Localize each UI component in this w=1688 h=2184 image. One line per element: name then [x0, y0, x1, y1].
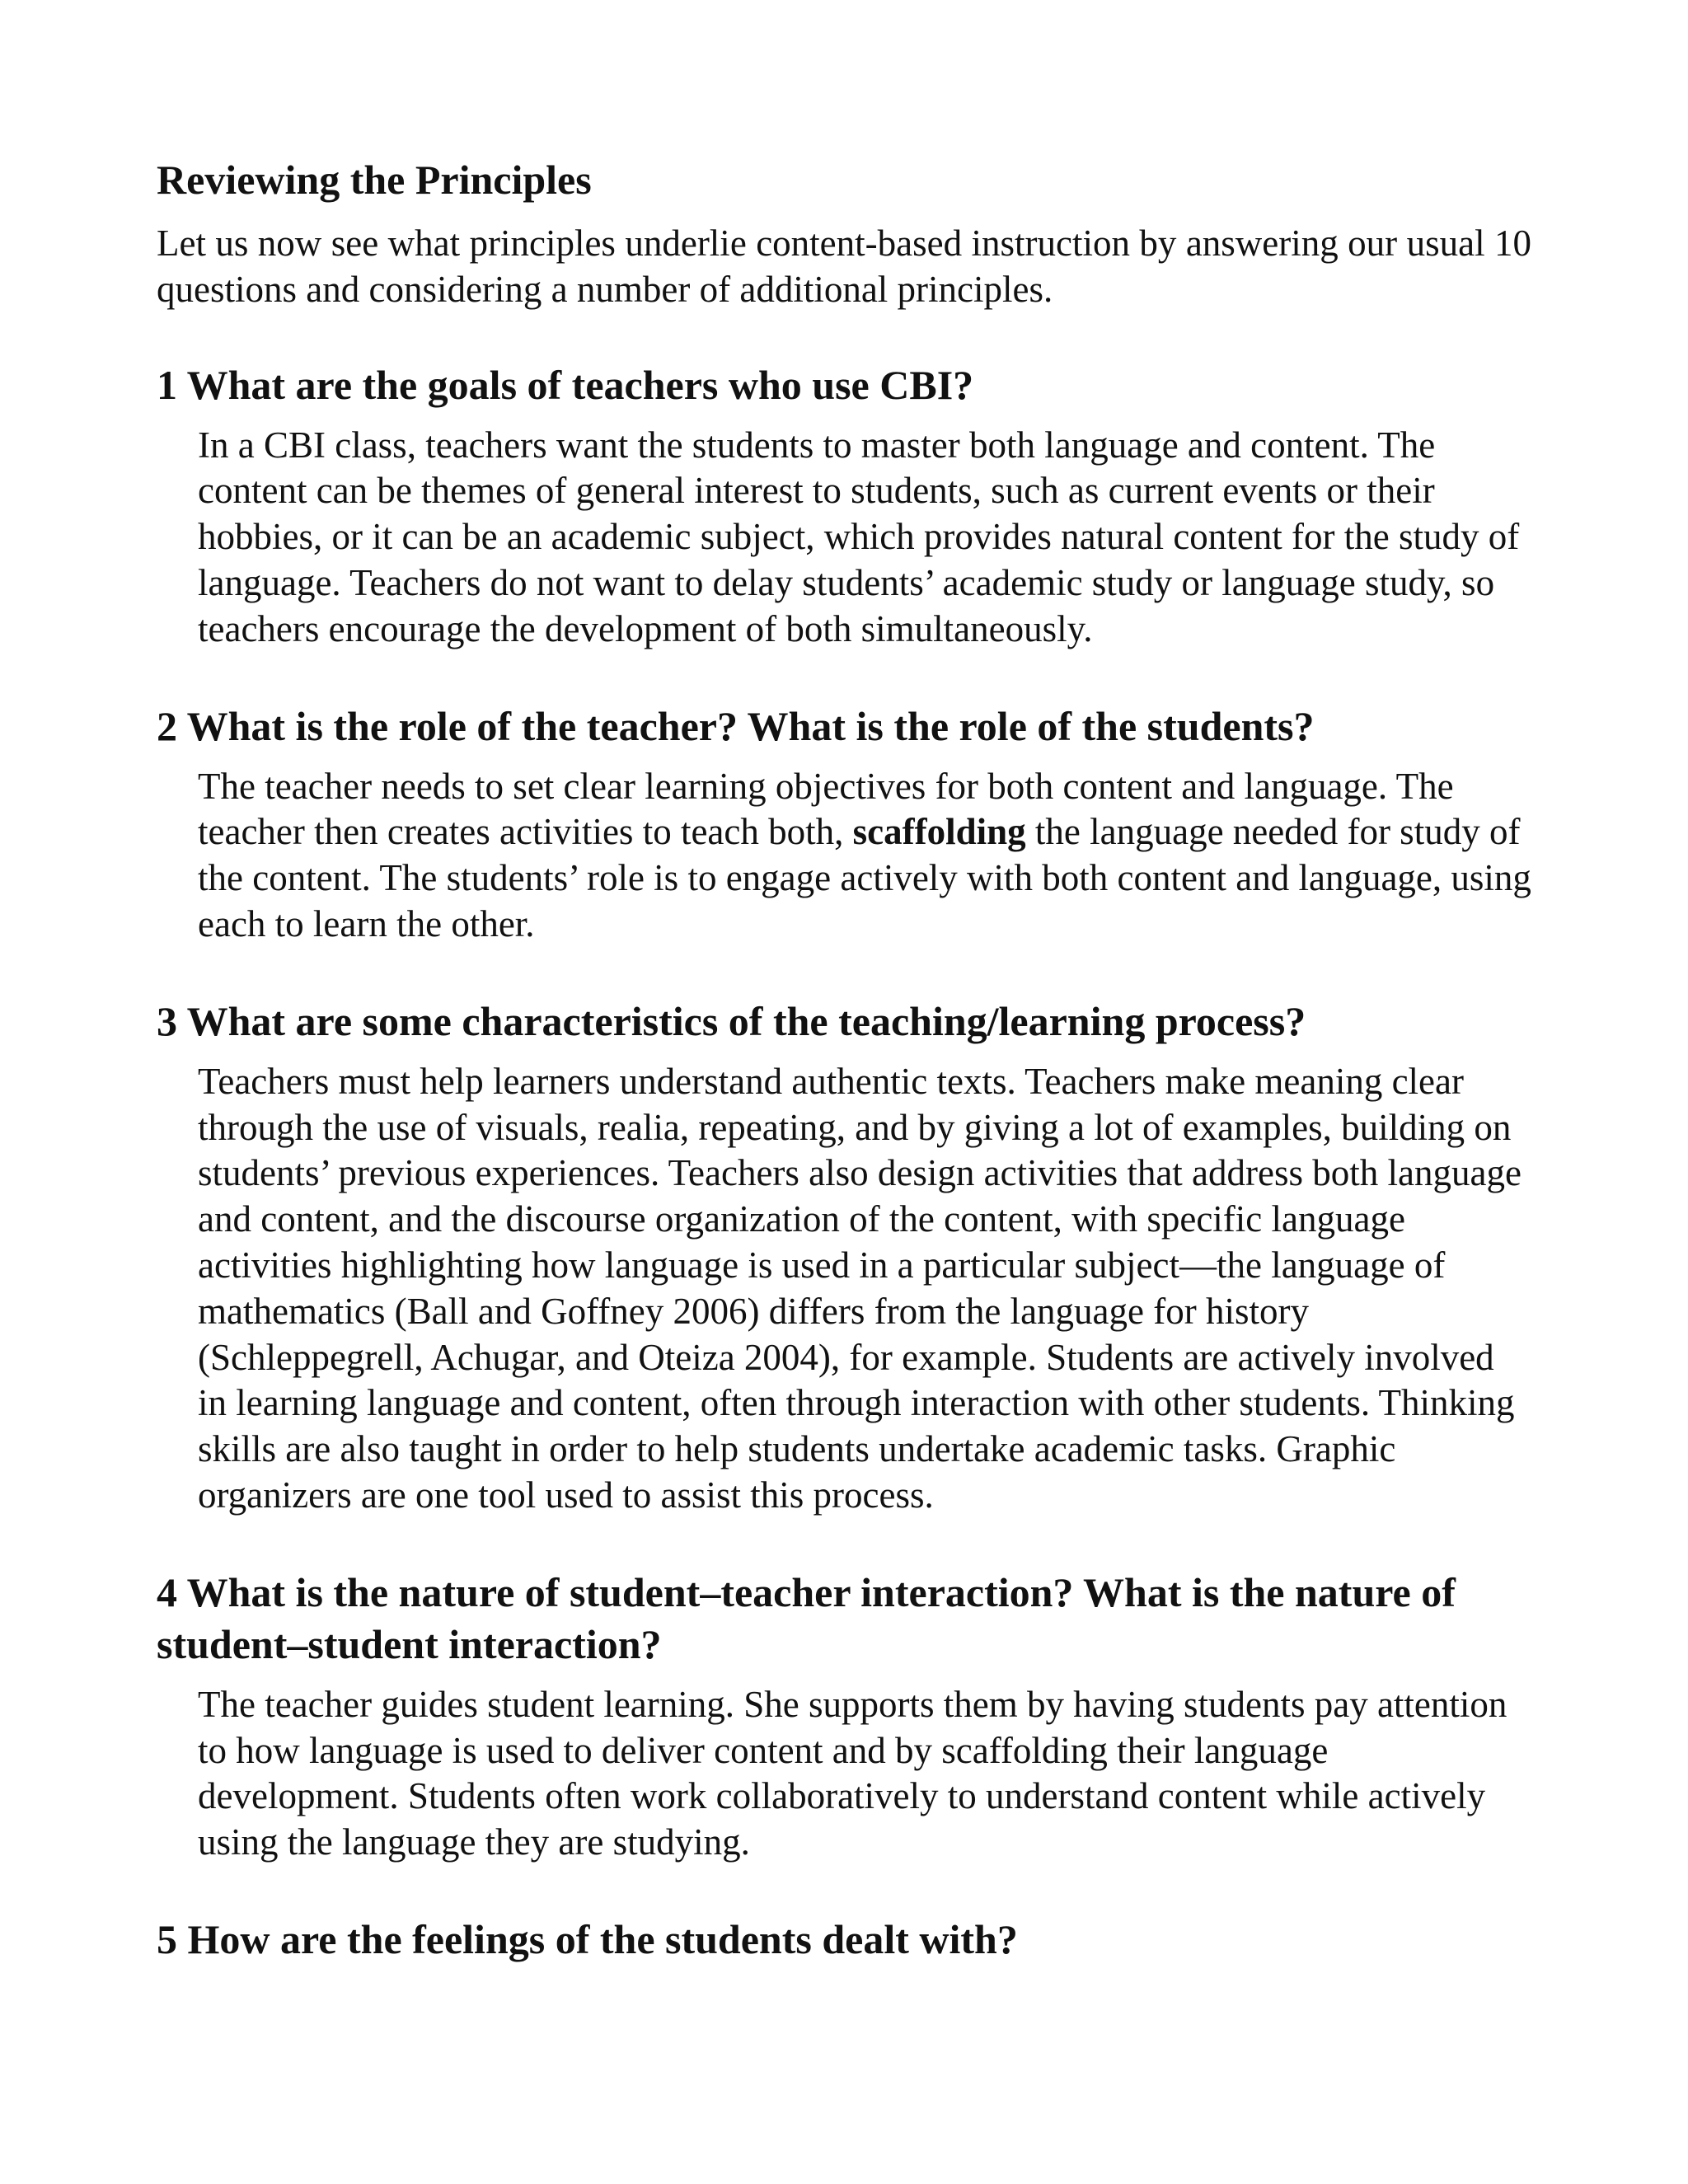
answer-paragraph: In a CBI class, teachers want the students to master both language and content. The content can be themes of general interest to students, such as current events or their hobbies, or it can be an academic subject, which provides natural content for the study of language. Teachers do not want to delay students’ academic study or language study, so teachers encourage the development of both simultaneously.	[198, 424, 1520, 649]
answer-text: The teacher needs to set clear learning objectives for both content and language. The teacher then creates activities to teach both,	[198, 765, 1454, 853]
question-heading: 5 How are the feelings of the students dealt with?	[157, 1915, 1018, 1962]
page-title: Reviewing the Principles	[157, 157, 592, 203]
section-4	[157, 1567, 1531, 1866]
key-term: scaffolding	[852, 811, 1026, 853]
question-heading: 4 What is the nature of student–teacher interaction? What is the nature of student–student interaction?	[157, 1568, 1456, 1667]
answer-paragraph: Teachers must help learners understand authentic texts. Teachers make meaning clear through the use of visuals, realia, repeating, and by giving a lot of examples, building on students’ previous experiences. Teachers also design activities that address both language and content, and the discourse organization of the content, with specific language activities highlighting how language is used in a particular subject—the language of mathematics (Ball and Goffney 2006) differs from the language for history (Schleppegrell, Achugar, and Oteiza 2004), for example. Students are actively involved in learning language and content, often through interaction with other students. Thinking skills are also taught in order to help students undertake academic tasks. Graphic organizers are one tool used to assist this process.	[198, 1060, 1522, 1516]
question-heading: 1 What are the goals of teachers who use CBI?	[157, 361, 974, 408]
section-3	[157, 996, 1531, 1519]
question-heading: 3 What are some characteristics of the teaching/learning process?	[157, 997, 1306, 1044]
answer-paragraph: The teacher guides student learning. She supports them by having students pay attention to how language is used to deliver content and by scaffolding their language development. Students often work collaboratively to understand content while actively using the language they are studying.	[198, 1683, 1507, 1863]
section-2	[157, 701, 1531, 948]
intro-paragraph: Let us now see what principles underlie content-based instruction by answering our usual 10 questions and considering a number of additional principles.	[157, 223, 1531, 310]
section-1	[157, 359, 1531, 653]
answer-text: the language needed for study of the content. The students’ role is to engage actively with both content and language, using each to learn the other.	[198, 811, 1531, 944]
answer-paragraph	[198, 764, 1531, 948]
section-5	[157, 1914, 1531, 1966]
question-heading: 2 What is the role of the teacher? What is the role of the students?	[157, 702, 1315, 749]
